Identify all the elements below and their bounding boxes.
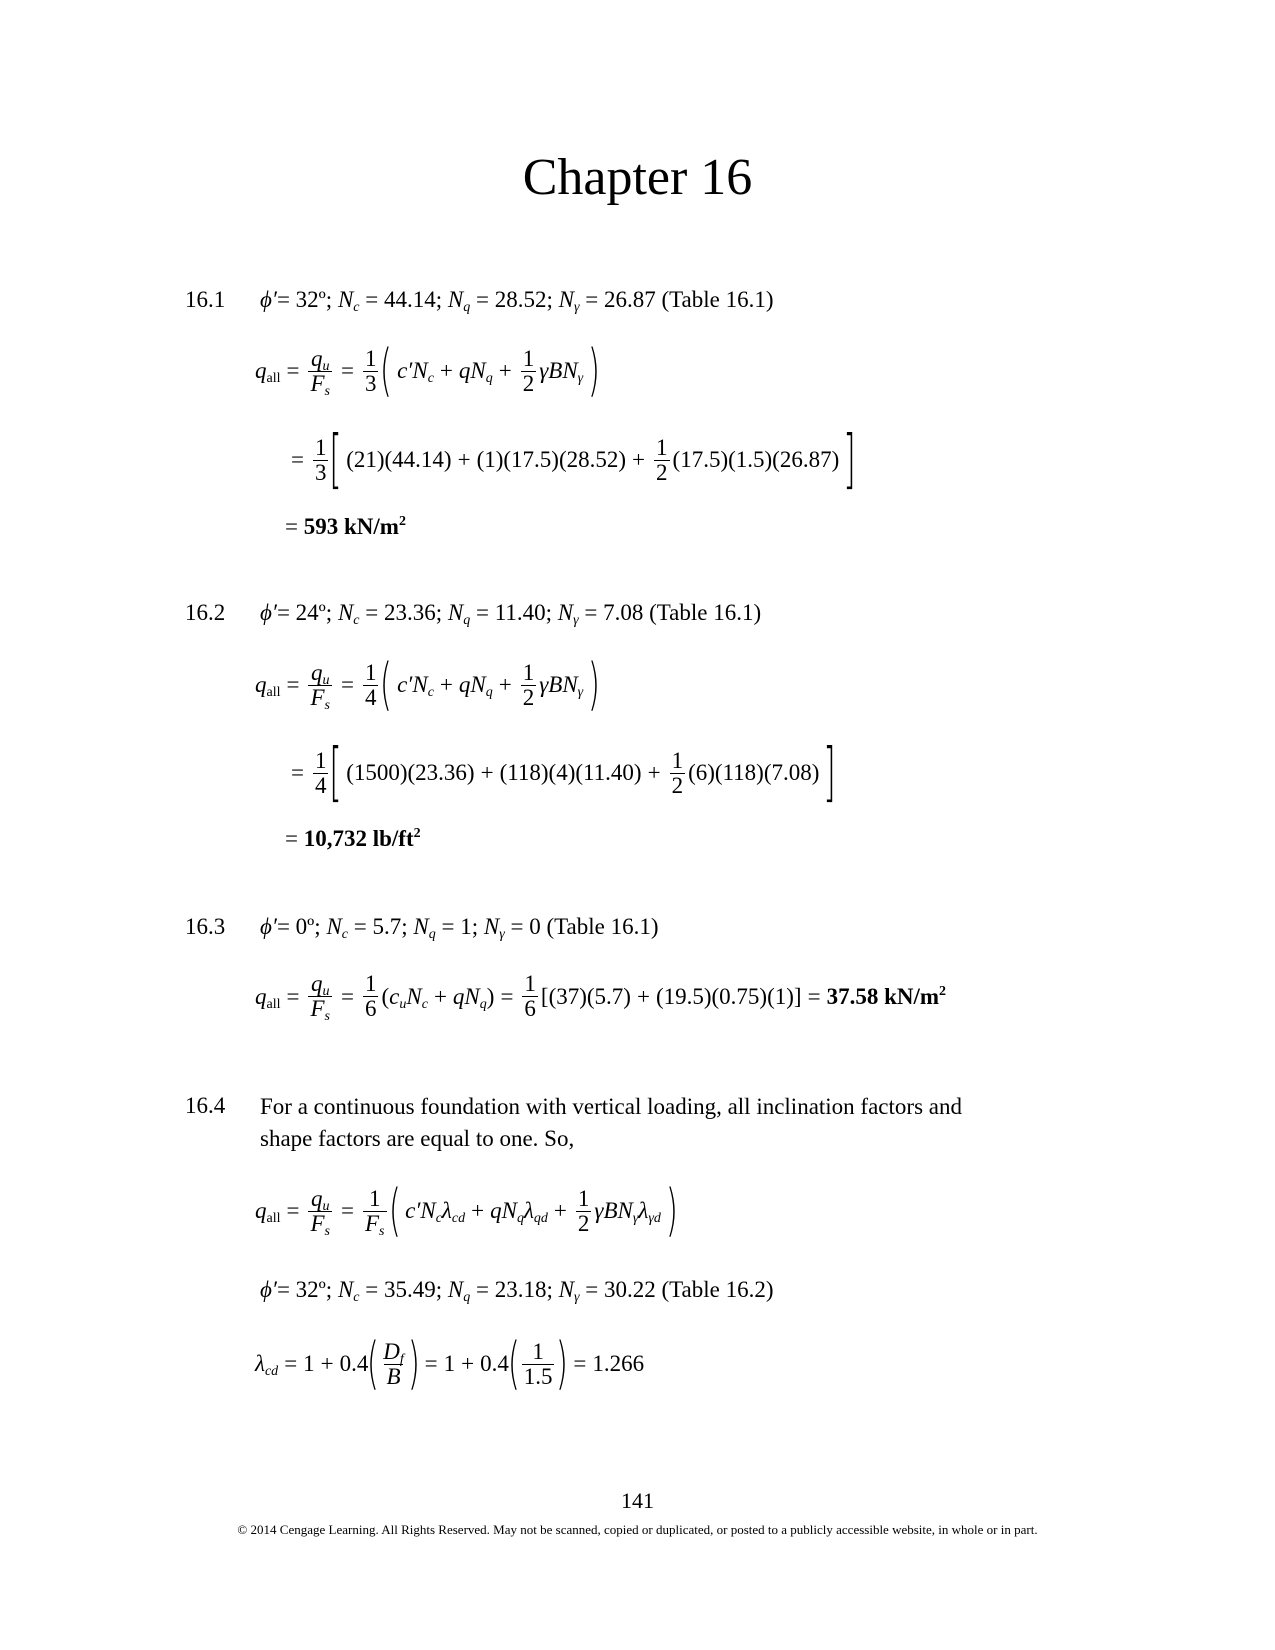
copyright-footer: © 2014 Cengage Learning. All Rights Reserved. May not be scanned, copied or duplicated, or posted to a publicly accessible website, in whole or in part.	[237, 1522, 1038, 1537]
result-16-2: = 10,732 $lb/ft^2$	[285, 826, 421, 851]
equation-16-1-formula: $q_{all}$ = $\frac{q_u}{F_s}$ = $\frac{1}{3}$ ( $c'N_c + qN_q$ + $\frac{1}{2}$ γBN$_\gamma$ )	[255, 338, 600, 403]
given-16-3: ϕ′= 0º; $N_c = 5.7$; $N_q = 1$; $N_\gamma = 0$ (Table 16.1)	[260, 914, 659, 942]
given-16-1: ϕ′= 32º; $N_c = 44.14$; $N_q = 28.52$; $N_\gamma = 26.87$ (Table 16.1)	[260, 287, 774, 315]
problem-number-16-2: 16.2	[185, 600, 226, 625]
equation-16-1-substitution: = $\frac{1}{3}$ [ (21)(44.14) + (1)(17.5)(28.52) + $\frac{1}{2}$ (17.5)(1.5)(26.87) ]	[291, 423, 856, 497]
given-16-4: ϕ′= 32º; $N_c = 35.49$; $N_q = 23.18$; $N_\gamma = 30.22$ (Table 16.2)	[260, 1277, 774, 1305]
page-number: 141	[621, 1488, 654, 1513]
equation-16-2-formula: $q_{all}$ = $\frac{q_u}{F_s}$ = $\frac{1}{4}$ ( $c'N_c + qN_q$ + $\frac{1}{2}$ γBN$_\gamma$ )	[255, 652, 600, 717]
text-16-4: For a continuous foundation with vertical loading, all inclination factors and shape factors are equal to one. So,	[260, 1094, 962, 1151]
equation-16-4-lambda: $\lambda_{cd}$ = 1 + 0.4 ( $\frac{D_f}{B}$ ) = 1 + 0.4 ( $\frac{1}{1.5}$ ) = 1.266	[255, 1331, 645, 1396]
chapter-title: Chapter 16	[522, 149, 753, 206]
equation-16-4-formula: $q_{all}$ = $\frac{q_u}{F_s}$ = $\frac{1}{F_s}$ ( $c'N_c\lambda_{cd} + qN_q\lambda_{qd}$ + $\frac{1}{2}$ $\gamma BN_\gamma\lambda_{\gamma d}$ )	[255, 1178, 678, 1243]
equation-16-2-substitution: = $\frac{1}{4}$ [ (1500)(23.36) + (118)(4)(11.40) + $\frac{1}{2}$ (6)(118)(7.08) ]	[291, 736, 836, 810]
problem-number-16-4: 16.4	[185, 1093, 226, 1118]
problem-number-16-3: 16.3	[185, 914, 226, 939]
equation-16-3: $q_{all}$ = $\frac{q_u}{F_s}$ = $\frac{1}{6}$ $(c_uN_c + qN_q)$ = $\frac{1}{6}$ [(37)(5.7) + (19.5)(0.75)(1)] = 37.58 $kN/m^2$	[255, 971, 947, 1024]
given-16-2: ϕ′= 24º; $N_c = 23.36$; $N_q = 11.40$; $N_\gamma = 7.08$ (Table 16.1)	[260, 600, 762, 628]
problem-number-16-1: 16.1	[185, 287, 226, 312]
result-16-1: = 593 $kN/m^2$	[285, 514, 406, 539]
